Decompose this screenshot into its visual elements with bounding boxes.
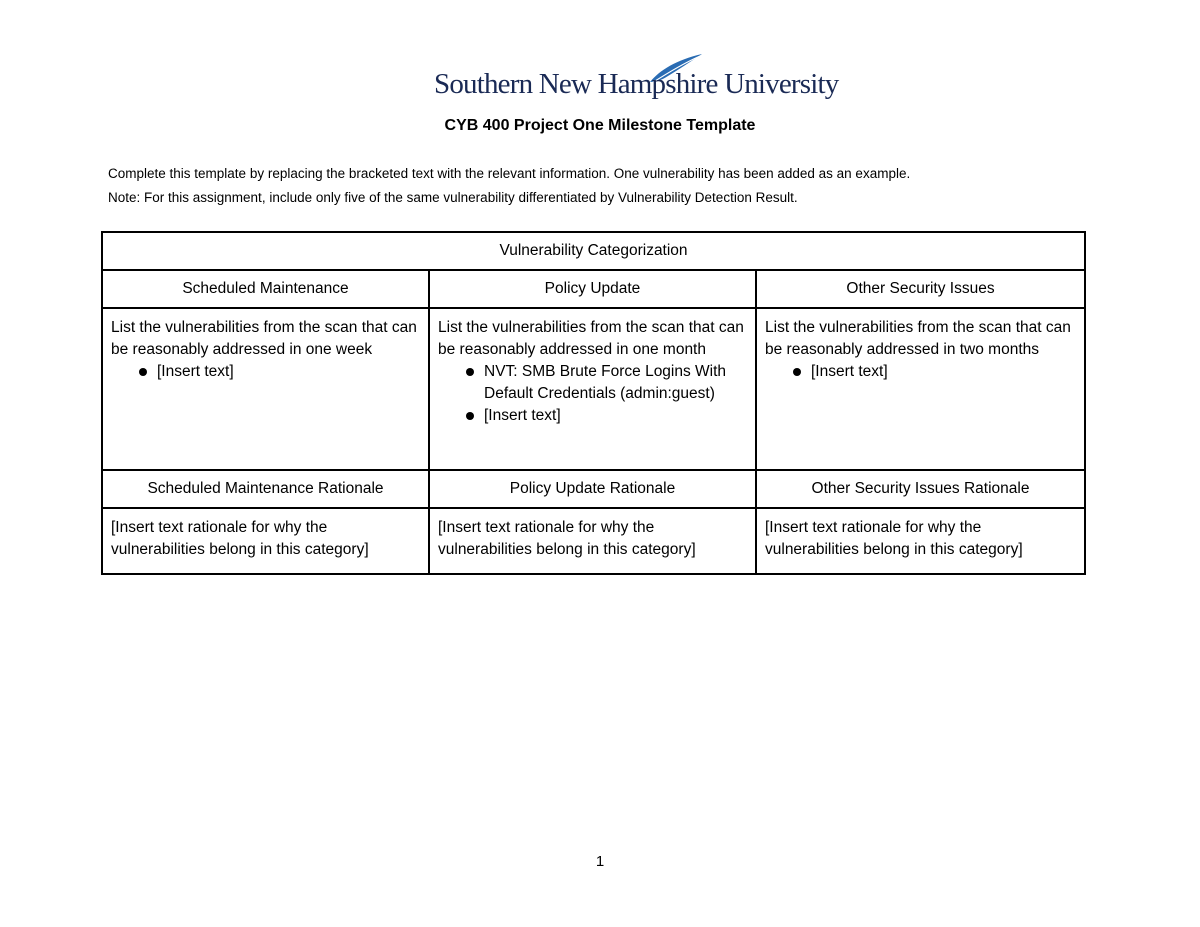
university-logo xyxy=(434,52,839,104)
cell-description: List the vulnerabilities from the scan that can be reasonably addressed in one week xyxy=(111,319,417,358)
list-item: [Insert text] xyxy=(484,405,747,427)
logo-wordmark: Southern New Hampshire University xyxy=(434,68,839,100)
rationale-scheduled-maintenance: [Insert text rationale for why the vulnerabilities belong in this category] xyxy=(102,508,429,574)
cell-description: List the vulnerabilities from the scan that can be reasonably addressed in one month xyxy=(438,319,744,358)
rationale-other-security-issues: [Insert text rationale for why the vulnerabilities belong in this category] xyxy=(756,508,1085,574)
column-header-scheduled-maintenance: Scheduled Maintenance xyxy=(102,270,429,308)
list-item: NVT: SMB Brute Force Logins With Default Credentials (admin:guest) xyxy=(484,361,747,405)
table-row xyxy=(102,470,1085,508)
other-security-issues-cell xyxy=(756,308,1085,470)
table-row xyxy=(102,232,1085,270)
table-row xyxy=(102,508,1085,574)
table-row xyxy=(102,308,1085,470)
instruction-line: Complete this template by replacing the bracketed text with the relevant information. One vulnerability has been added as an example. xyxy=(108,166,911,181)
rationale-header-policy-update: Policy Update Rationale xyxy=(429,470,756,508)
policy-update-cell xyxy=(429,308,756,470)
vulnerability-categorization-table xyxy=(101,231,1086,575)
bullet-list xyxy=(765,361,1076,383)
bullet-list xyxy=(438,361,747,427)
rationale-header-other-security-issues: Other Security Issues Rationale xyxy=(756,470,1085,508)
document-title: CYB 400 Project One Milestone Template xyxy=(444,117,756,134)
instructions xyxy=(108,162,910,210)
bullet-list xyxy=(111,361,420,383)
column-header-other-security-issues: Other Security Issues xyxy=(756,270,1085,308)
instruction-note: Note: For this assignment, include only five of the same vulnerability differentiated by Vulnerability Detection Result. xyxy=(108,190,798,205)
cell-description: List the vulnerabilities from the scan that can be reasonably addressed in two months xyxy=(765,319,1071,358)
column-header-policy-update: Policy Update xyxy=(429,270,756,308)
rationale-policy-update: [Insert text rationale for why the vulnerabilities belong in this category] xyxy=(429,508,756,574)
list-item: [Insert text] xyxy=(157,361,420,383)
category-header-cell: Vulnerability Categorization xyxy=(102,232,1085,270)
list-item: [Insert text] xyxy=(811,361,1076,383)
rationale-header-scheduled-maintenance: Scheduled Maintenance Rationale xyxy=(102,470,429,508)
page-number: 1 xyxy=(595,853,605,870)
table-row xyxy=(102,270,1085,308)
scheduled-maintenance-cell xyxy=(102,308,429,470)
